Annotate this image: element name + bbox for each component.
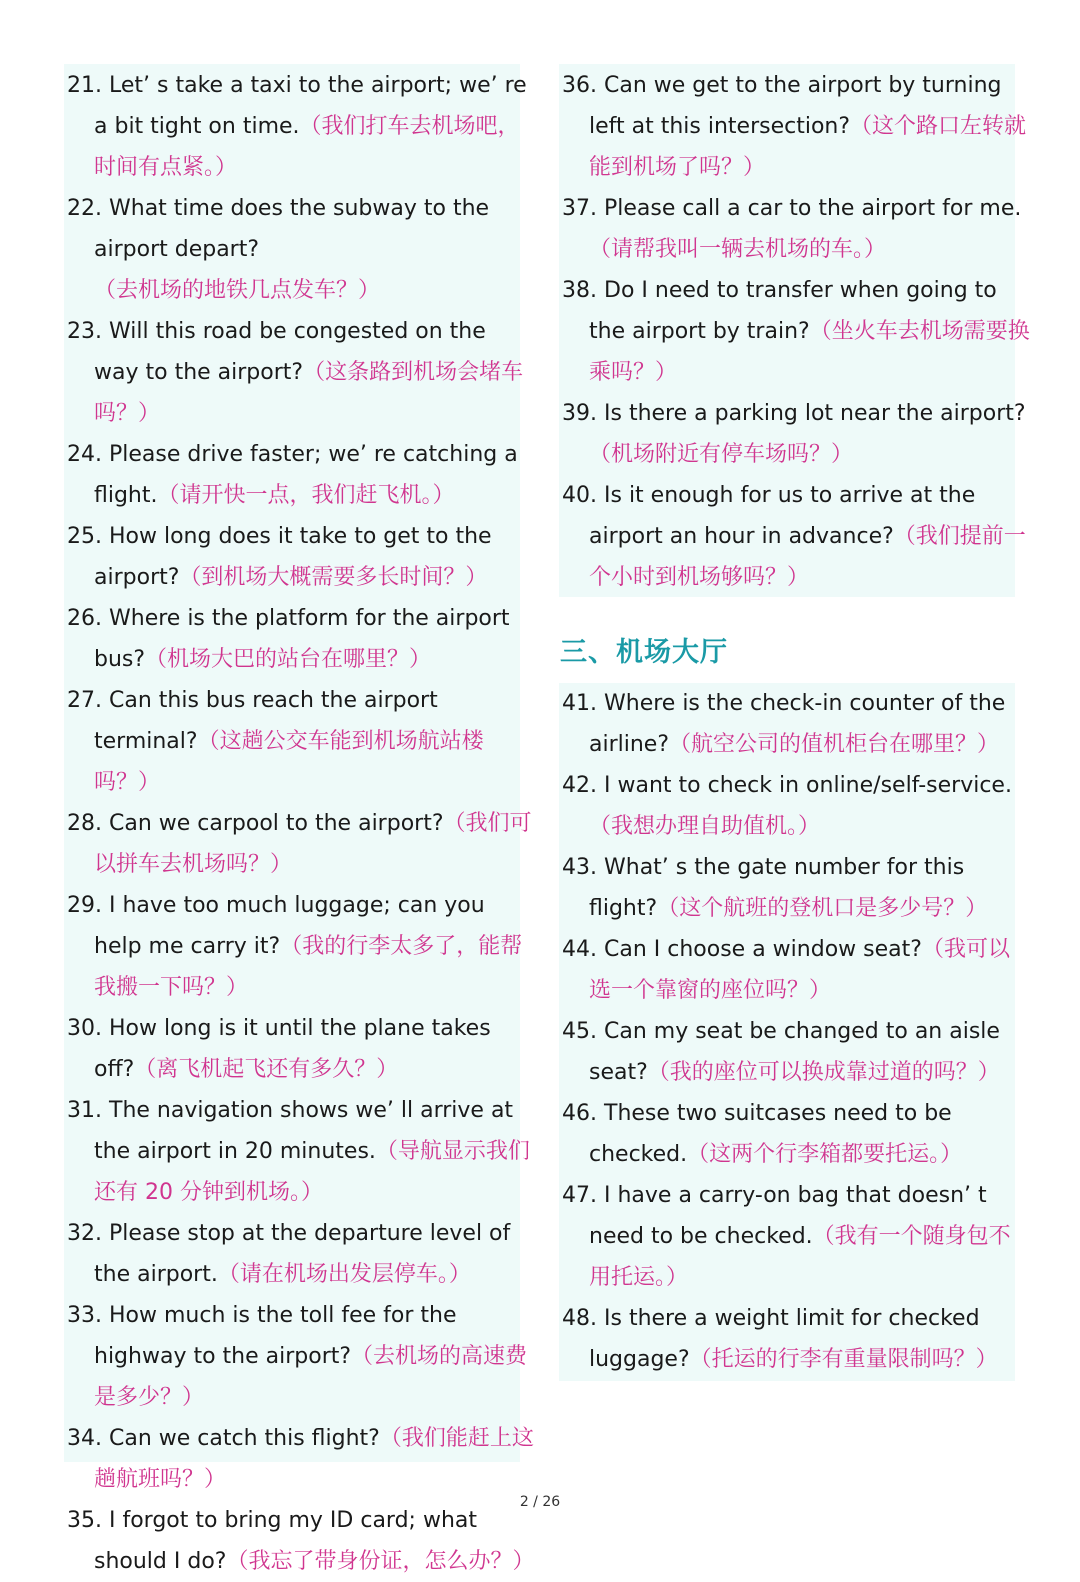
phrase-number: 30. bbox=[67, 1016, 102, 1041]
phrase-item bbox=[66, 434, 536, 516]
phrase-english: How long does it take to get to the airport? bbox=[94, 524, 492, 590]
phrase-number: 23. bbox=[67, 319, 102, 344]
phrase-english: Where is the platform for the airport bus? bbox=[94, 606, 510, 672]
phrase-number: 40. bbox=[562, 483, 597, 508]
phrase-chinese: （这趟公交车能到机场航站楼吗？） bbox=[94, 729, 484, 795]
phrase-item bbox=[66, 885, 536, 1008]
phrase-chinese: （我的行李太多了，能帮我搬一下吗？） bbox=[94, 934, 523, 1000]
phrase-chinese: （我忘了带身份证，怎么办？） bbox=[226, 1549, 535, 1574]
phrase-chinese: （离飞机起飞还有多久？） bbox=[134, 1057, 399, 1082]
phrase-chinese: （我们提前一个小时到机场够吗？） bbox=[589, 524, 1026, 590]
phrase-list-right-bottom bbox=[561, 683, 1031, 1380]
phrase-chinese: （这条路到机场会堵车吗？） bbox=[94, 360, 524, 426]
phrase-chinese: （导航显示我们还有 20 分钟到机场。） bbox=[94, 1139, 530, 1205]
phrase-item bbox=[66, 1090, 536, 1213]
phrase-item bbox=[66, 1500, 536, 1582]
phrase-number: 31. bbox=[67, 1098, 102, 1123]
phrase-item bbox=[561, 1298, 1031, 1380]
phrase-chinese: （这个路口左转就能到机场了吗？） bbox=[589, 114, 1027, 180]
phrase-number: 21. bbox=[67, 73, 102, 98]
phrase-chinese: （请在机场出发层停车。） bbox=[217, 1262, 471, 1287]
phrase-chinese: （机场大巴的站台在哪里？） bbox=[145, 647, 432, 672]
phrase-item bbox=[66, 516, 536, 598]
phrase-number: 24. bbox=[67, 442, 102, 467]
phrase-chinese: （坐火车去机场需要换乘吗？） bbox=[589, 319, 1030, 385]
phrase-item bbox=[561, 188, 1031, 270]
phrase-english: What time does the subway to the airport depart? bbox=[94, 196, 490, 262]
phrase-english: Can we get to the airport by turning left at this intersection? bbox=[589, 73, 1002, 139]
phrase-number: 41. bbox=[562, 691, 597, 716]
phrase-chinese: （这个航班的登机口是多少号？） bbox=[657, 896, 988, 921]
phrase-english: I have a carry-on bag that doesn’ t need to be checked. bbox=[589, 1183, 987, 1249]
phrase-chinese: （我可以选一个靠窗的座位吗？） bbox=[589, 937, 1010, 1003]
phrase-item bbox=[66, 311, 536, 434]
phrase-item bbox=[561, 65, 1031, 188]
phrase-chinese: （航空公司的值机柜台在哪里？） bbox=[669, 732, 1000, 757]
phrase-item bbox=[561, 929, 1031, 1011]
phrase-number: 27. bbox=[67, 688, 102, 713]
phrase-chinese: （机场附近有停车场吗？） bbox=[589, 442, 854, 467]
phrase-item bbox=[66, 1213, 536, 1295]
phrase-chinese: （我们打车去机场吧，时间有点紧。） bbox=[94, 114, 520, 180]
phrase-number: 47. bbox=[562, 1183, 597, 1208]
phrase-chinese: （我想办理自助值机。） bbox=[589, 814, 821, 839]
phrase-english: The navigation shows we’ ll arrive at the airport in 20 minutes. bbox=[94, 1098, 514, 1164]
left-column bbox=[64, 64, 535, 1574]
phrase-item bbox=[66, 1008, 536, 1090]
section-title: 三、机场大厅 bbox=[560, 637, 728, 668]
phrase-english: Please stop at the departure level of the airport. bbox=[94, 1221, 511, 1287]
phrase-english: Is there a weight limit for checked luggage? bbox=[589, 1306, 980, 1372]
right-column-top bbox=[559, 64, 1030, 597]
phrase-chinese: （我有一个随身包不用托运。） bbox=[589, 1224, 1011, 1290]
phrase-item bbox=[66, 1418, 536, 1500]
phrase-english: I have too much luggage; can you help me carry it? bbox=[94, 893, 485, 959]
phrase-number: 29. bbox=[67, 893, 102, 918]
phrase-chinese: （我们可以拼车去机场吗？） bbox=[94, 811, 532, 877]
phrase-number: 38. bbox=[562, 278, 597, 303]
phrase-english: Can this bus reach the airport terminal? bbox=[94, 688, 438, 754]
phrase-english: Can we carpool to the airport? bbox=[109, 811, 444, 836]
phrase-number: 22. bbox=[67, 196, 102, 221]
phrase-item bbox=[561, 393, 1031, 475]
phrase-number: 25. bbox=[67, 524, 102, 549]
phrase-chinese: （去机场的地铁几点发车？） bbox=[94, 278, 381, 303]
phrase-number: 35. bbox=[67, 1508, 102, 1533]
phrase-english: Is there a parking lot near the airport? bbox=[604, 401, 1026, 426]
phrase-english: Where is the check-in counter of the airline? bbox=[589, 691, 1006, 757]
phrase-chinese: （这两个行李箱都要托运。） bbox=[687, 1142, 963, 1167]
phrase-english: Is it enough for us to arrive at the airport an hour in advance? bbox=[589, 483, 976, 549]
phrase-english: These two suitcases need to be checked. bbox=[589, 1101, 952, 1167]
phrase-chinese: （我的座位可以换成靠过道的吗？） bbox=[647, 1060, 1000, 1085]
phrase-item bbox=[561, 765, 1031, 847]
phrase-item bbox=[561, 475, 1031, 598]
phrase-number: 46. bbox=[562, 1101, 597, 1126]
phrase-item bbox=[561, 847, 1031, 929]
phrase-english: I want to check in online/self-service. bbox=[604, 773, 1012, 798]
phrase-number: 28. bbox=[67, 811, 102, 836]
right-column-bottom bbox=[559, 683, 1015, 1381]
phrase-number: 34. bbox=[67, 1426, 102, 1451]
phrase-number: 36. bbox=[562, 73, 597, 98]
phrase-chinese: （请开快一点，我们赶飞机。） bbox=[157, 483, 455, 508]
phrase-number: 33. bbox=[67, 1303, 102, 1328]
phrase-english: I forgot to bring my ID card; what should I do? bbox=[94, 1508, 478, 1574]
phrase-english: Can we catch this flight? bbox=[109, 1426, 380, 1451]
phrase-item bbox=[66, 65, 536, 188]
phrase-number: 37. bbox=[562, 196, 597, 221]
phrase-item bbox=[561, 683, 1031, 765]
phrase-english: Please call a car to the airport for me. bbox=[604, 196, 1022, 221]
phrase-item bbox=[561, 1093, 1031, 1175]
phrase-chinese: （请帮我叫一辆去机场的车。） bbox=[589, 237, 887, 262]
phrase-number: 26. bbox=[67, 606, 102, 631]
page-number: 2 / 26 bbox=[519, 1494, 561, 1510]
phrase-english: How much is the toll fee for the highway to the airport? bbox=[94, 1303, 457, 1369]
phrase-chinese: （到机场大概需要多长时间？） bbox=[179, 565, 488, 590]
phrase-english: What’ s the gate number for this flight? bbox=[589, 855, 965, 921]
phrase-item bbox=[66, 598, 536, 680]
phrase-item bbox=[561, 270, 1031, 393]
phrase-item bbox=[66, 1295, 536, 1418]
phrase-english: Please drive faster; we’ re catching a flight. bbox=[94, 442, 518, 508]
phrase-item bbox=[561, 1011, 1031, 1093]
phrase-number: 45. bbox=[562, 1019, 597, 1044]
phrase-number: 43. bbox=[562, 855, 597, 880]
phrase-chinese: （我们能赶上这趟航班吗？） bbox=[94, 1426, 534, 1492]
phrase-chinese: （去机场的高速费是多少？） bbox=[94, 1344, 528, 1410]
phrase-number: 32. bbox=[67, 1221, 102, 1246]
phrase-list-right-top bbox=[561, 65, 1031, 598]
phrase-item bbox=[66, 188, 536, 311]
phrase-english: Do I need to transfer when going to the airport by train? bbox=[589, 278, 997, 344]
phrase-english: Let’ s take a taxi to the airport; we’ re a bit tight on time. bbox=[94, 73, 527, 139]
phrase-english: Will this road be congested on the way to the airport? bbox=[94, 319, 486, 385]
phrase-item bbox=[66, 803, 536, 885]
phrase-number: 39. bbox=[562, 401, 597, 426]
phrase-number: 42. bbox=[562, 773, 597, 798]
phrase-item bbox=[561, 1175, 1031, 1298]
phrase-english: How long is it until the plane takes off? bbox=[94, 1016, 491, 1082]
phrase-english: Can my seat be changed to an aisle seat? bbox=[589, 1019, 1000, 1085]
phrase-item bbox=[66, 680, 536, 803]
phrase-english: Can I choose a window seat? bbox=[604, 937, 922, 962]
phrase-list-left bbox=[66, 65, 536, 1582]
phrase-chinese: （托运的行李有重量限制吗？） bbox=[689, 1347, 998, 1372]
phrase-number: 48. bbox=[562, 1306, 597, 1331]
phrase-number: 44. bbox=[562, 937, 597, 962]
